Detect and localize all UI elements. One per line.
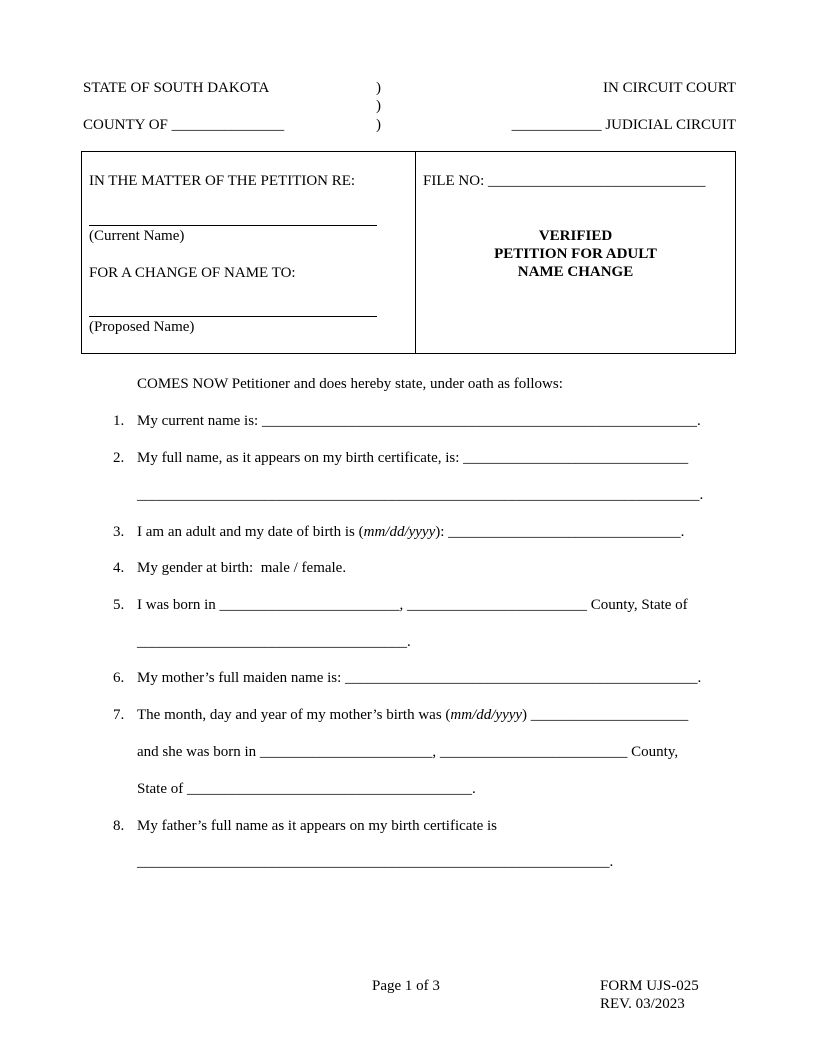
birth-certificate-name-continuation[interactable]: ___________________________________________________________________________. [137,487,704,503]
intro-text: COMES NOW Petitioner and does hereby state, under oath as follows: [137,376,563,392]
gender-at-birth-field[interactable]: My gender at birth: male / female. [137,560,347,576]
current-name-label: (Current Name) [89,228,185,244]
birth-state-field[interactable]: ____________________________________. [137,634,411,650]
item-number: 6. [113,670,125,686]
mother-maiden-name-field[interactable]: My mother’s full maiden name is: _______________________________________________. [137,670,702,686]
title-line: VERIFIED [538,228,613,244]
paren: ) [376,80,381,96]
form-number: FORM UJS-025 [600,978,699,994]
item-number: 2. [113,450,125,466]
current-name-field[interactable]: My current name is: __________________________________________________________. [137,413,701,429]
mother-birthplace-field[interactable]: and she was born in _______________________, _________________________ County, [137,744,679,760]
item-number: 4. [113,560,125,576]
mother-birthdate-field[interactable]: The month, day and year of my mother’s birth was (mm/dd/yyyy) _____________________ [137,707,689,723]
mother-birth-state-field[interactable]: State of ______________________________________. [137,781,476,797]
father-name-field[interactable]: _______________________________________________________________. [137,854,614,870]
revision-date: REV. 03/2023 [600,996,685,1012]
proposed-name-label: (Proposed Name) [89,319,195,335]
county-field[interactable]: COUNTY OF _______________ [83,117,285,133]
date-of-birth-field[interactable]: I am an adult and my date of birth is (mm/dd/yyyy): _______________________________. [137,524,685,540]
judicial-circuit-field[interactable]: ____________ JUDICIAL CIRCUIT [511,117,736,133]
item-number: 7. [113,707,125,723]
file-no-field[interactable]: FILE NO: _____________________________ [423,173,706,189]
paren: ) [376,117,381,133]
item-number: 1. [113,413,125,429]
title-line: NAME CHANGE [517,264,634,280]
item-number: 8. [113,818,125,834]
title-line: PETITION FOR ADULT [494,246,657,262]
birth-certificate-name-field[interactable]: My full name, as it appears on my birth certificate, is: ______________________________ [137,450,689,466]
page-number: Page 1 of 3 [372,978,440,994]
state-label: STATE OF SOUTH DAKOTA [83,80,270,96]
birthplace-field[interactable]: I was born in ________________________, ________________________ County, State of [137,597,688,613]
item-number: 5. [113,597,125,613]
matter-label: IN THE MATTER OF THE PETITION RE: [89,173,356,189]
father-name-label: My father’s full name as it appears on my birth certificate is [137,818,498,834]
paren: ) [376,98,381,114]
item-number: 3. [113,524,125,540]
current-name-line[interactable] [89,225,377,226]
court-label: IN CIRCUIT COURT [603,80,736,96]
change-to-label: FOR A CHANGE OF NAME TO: [89,265,296,281]
proposed-name-line[interactable] [89,316,377,317]
